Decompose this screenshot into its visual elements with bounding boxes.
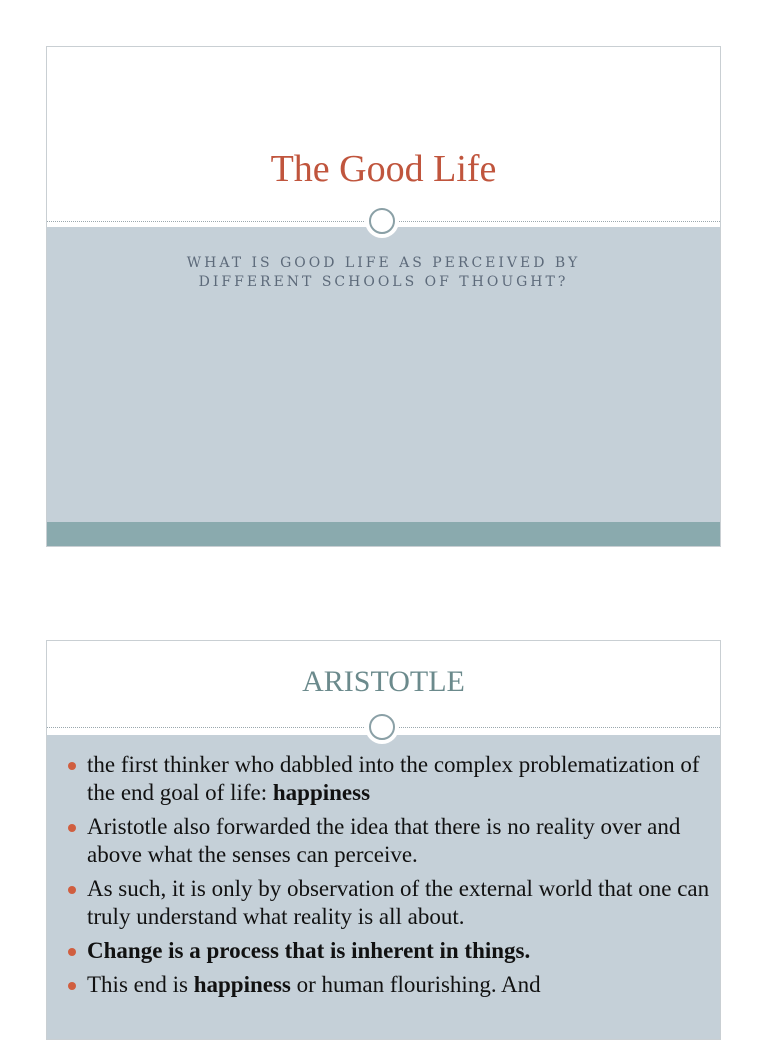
slide-subtitle — [47, 254, 720, 292]
subtitle-line-1: WHAT IS GOOD LIFE AS PERCEIVED BY — [186, 255, 581, 271]
ring-ornament-icon — [365, 204, 399, 238]
title-area — [47, 47, 720, 221]
slide-title — [46, 46, 721, 547]
list-item: the first thinker who dabbled into the complex problematization of the end goal of life: happiness — [65, 751, 710, 807]
subtitle-line-2: DIFFERENT SCHOOLS OF THOUGHT? — [198, 274, 569, 290]
list-item: Change is a process that is inherent in things. — [65, 937, 710, 965]
slide-title-text: The Good Life — [270, 148, 497, 190]
bottom-band — [47, 522, 720, 546]
list-item: Aristotle also forwarded the idea that there is no reality over and above what the senses can perceive. — [65, 813, 710, 869]
list-item: As such, it is only by observation of the external world that one can truly understand what reality is all about. — [65, 875, 710, 931]
bullet-list — [65, 751, 710, 1005]
slide-aristotle — [46, 640, 721, 1040]
slide-heading: ARISTOTLE — [302, 665, 465, 698]
ring-ornament-icon — [365, 710, 399, 744]
list-item: This end is happiness or human flourishing. And — [65, 971, 710, 999]
